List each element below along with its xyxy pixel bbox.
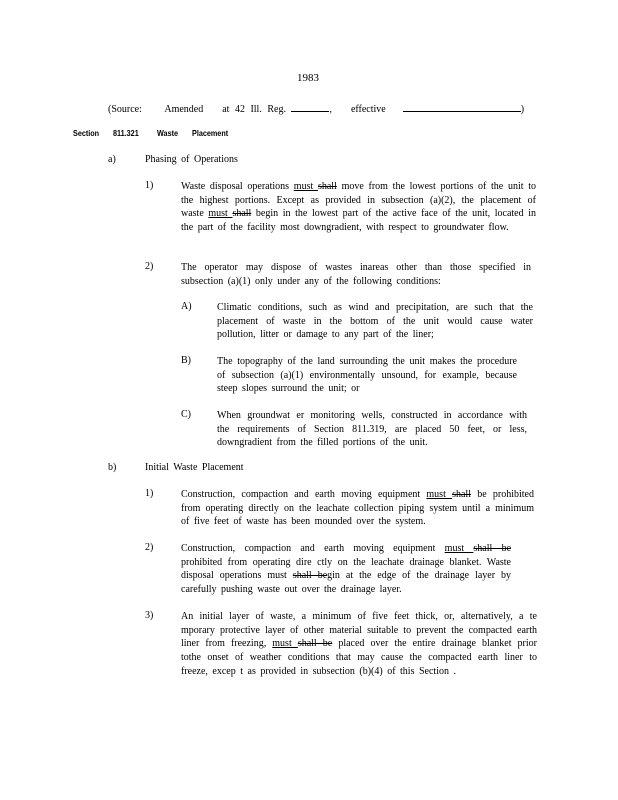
source-close: ) bbox=[520, 104, 525, 115]
section-title-waste: Waste bbox=[157, 128, 179, 138]
b1-paragraph bbox=[181, 488, 534, 529]
register-page-blank bbox=[291, 101, 329, 112]
page-number: 1983 bbox=[297, 72, 319, 84]
effective-date-blank bbox=[403, 101, 521, 112]
b1-label: 1) bbox=[145, 488, 154, 499]
a1-inserted-2: must bbox=[208, 208, 233, 220]
section-number: 811.321 bbox=[113, 128, 139, 138]
b2-deleted-1: shall be bbox=[473, 543, 512, 554]
b3-paragraph bbox=[181, 610, 537, 679]
b1-deleted-1: shall bbox=[452, 489, 471, 500]
b3-text-2: placed over the entire drainage blanket prior tothe onset of weather conditions that may cause the compacted earth liner to freeze, excep t as provided in subsection (b)(4) of this Section . bbox=[181, 638, 537, 677]
source-open: (Source: bbox=[108, 104, 142, 115]
a2B-paragraph: The topography of the land surrounding the unit makes the procedure of subsection (a)(1) environmentally unsound, for example, because steep slopes surround the unit; or bbox=[217, 356, 517, 395]
a2C-label: C) bbox=[181, 409, 191, 420]
a2A-paragraph: Climatic conditions, such as wind and precipitation, are such that the placement of waste in the bottom of the unit would cause water pollution, litter or damage to any part of the liner; bbox=[217, 302, 533, 341]
b2-label: 2) bbox=[145, 542, 154, 553]
b1-inserted-1: must bbox=[426, 489, 453, 500]
subsection-b-label: b) bbox=[108, 462, 117, 473]
b2-text-3: gin at the edge of the drainage layer by carefully pushing waste out over the drainage layer. bbox=[181, 570, 512, 596]
subsection-a-heading: Phasing of Operations bbox=[145, 154, 238, 165]
a1-text-1: Waste disposal operations bbox=[181, 181, 294, 192]
a2-label: 2) bbox=[145, 261, 154, 272]
b2-inserted-1: must bbox=[444, 543, 474, 554]
section-title-placement: Placement bbox=[192, 128, 229, 138]
source-amended: Amended bbox=[164, 104, 204, 115]
source-effective: effective bbox=[350, 104, 386, 115]
source-note bbox=[108, 101, 524, 115]
b2-paragraph bbox=[181, 542, 511, 597]
a1-text-3: begin in the lowest part of the active face of the unit, located in the part of the facility most downgradient, with respect to groundwater flow. bbox=[181, 208, 536, 234]
subsection-b-heading: Initial Waste Placement bbox=[145, 462, 244, 473]
b2-text-1: Construction, compaction and earth moving equipment bbox=[181, 543, 445, 554]
section-word: Section bbox=[73, 128, 100, 138]
source-comma: , bbox=[329, 104, 332, 115]
a1-inserted-1: must bbox=[293, 181, 318, 192]
a1-label: 1) bbox=[145, 180, 154, 191]
b3-text-1: An initial layer of waste, a minimum of five feet thick, or, alternatively, a te mporary protective layer of other material suitable to prevent the compacted earth liner from freezing, bbox=[181, 611, 537, 650]
a2B-label: B) bbox=[181, 355, 191, 366]
b3-inserted-1: must bbox=[272, 638, 298, 650]
a2-paragraph: The operator may dispose of wastes inareas other than those specified in subsection (a)(1) only under any of the following conditions: bbox=[181, 262, 531, 287]
b1-text-2: be prohibited from operating directly on the leachate collection piping system until a minimum of five feet of waste has been mounded over the system. bbox=[181, 489, 534, 528]
b2-text-2: prohibited from operating dire ctly on the leachate drainage blanket. Waste disposal operations must bbox=[181, 556, 511, 582]
subsection-a-label: a) bbox=[108, 154, 116, 165]
a1-deleted-2: shall bbox=[232, 208, 252, 220]
a1-text-2: move from the lowest portions of the unit to the highest portions. Except as provided in subsection (a)(2), the placement of waste bbox=[181, 181, 537, 220]
b3-label: 3) bbox=[145, 610, 154, 621]
a1-deleted-1: shall bbox=[317, 181, 337, 192]
a2C-paragraph: When groundwat er monitoring wells, constructed in accordance with the requirements of Section 811.319, are placed 50 feet, or less, downgradient from the filled portions of the unit. bbox=[217, 410, 527, 449]
a1-paragraph bbox=[181, 180, 536, 235]
source-reg: at 42 Ill. Reg. bbox=[222, 104, 286, 115]
b1-text-1: Construction, compaction and earth moving equipment bbox=[181, 489, 427, 500]
a2A-label: A) bbox=[181, 301, 192, 312]
b3-deleted-1: shall be bbox=[297, 638, 333, 650]
b2-deleted-2: shall be bbox=[292, 570, 328, 582]
